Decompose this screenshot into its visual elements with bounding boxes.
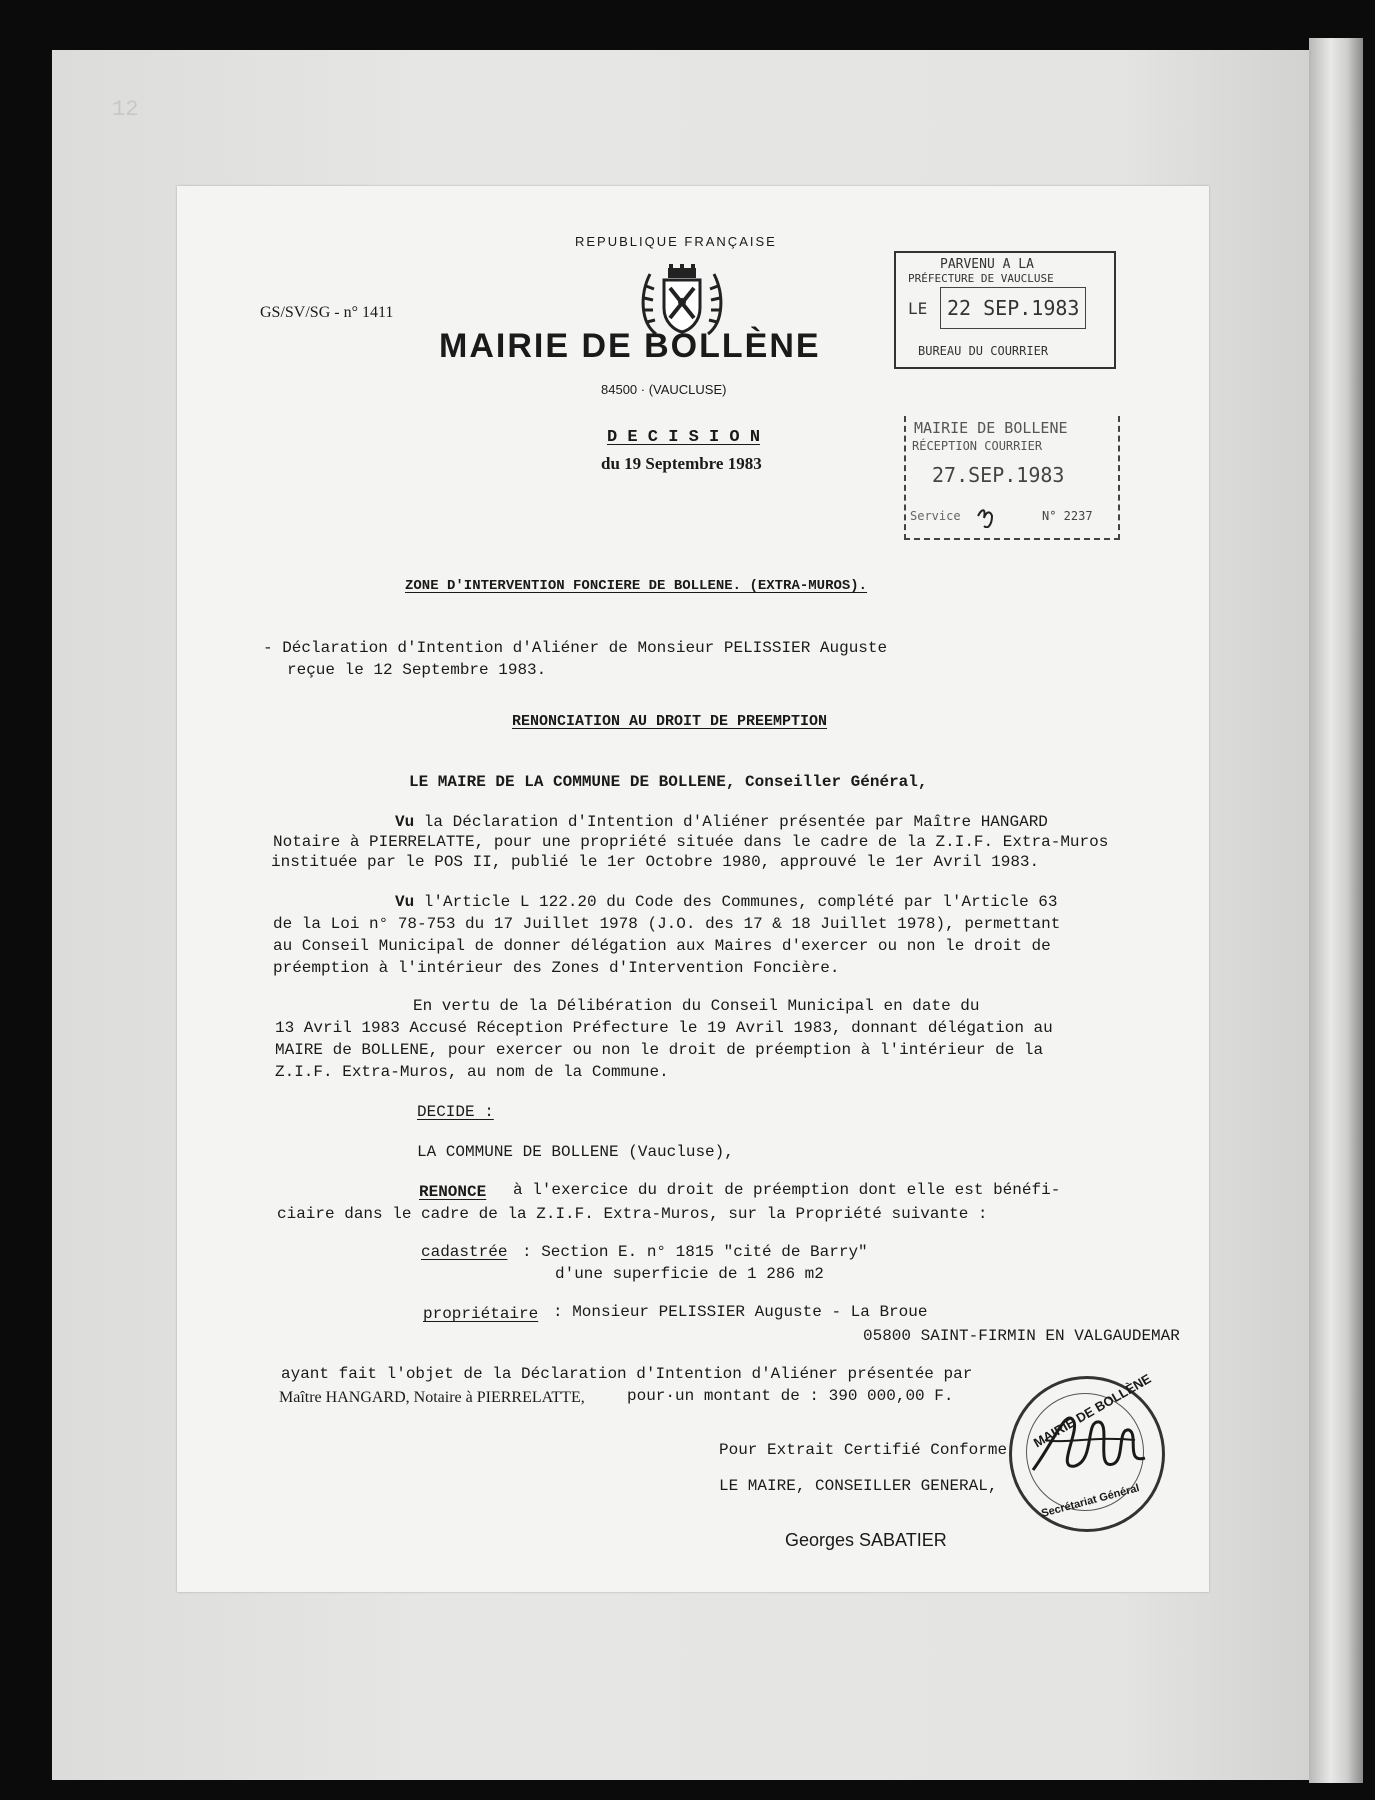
vu1-paragraph-line-1 bbox=[395, 812, 1048, 832]
commune-line: LA COMMUNE DE BOLLENE (Vaucluse), bbox=[417, 1143, 734, 1161]
vu2-paragraph-line-2: de la Loi n° 78-753 du 17 Juillet 1978 (J.O. des 17 & 18 Juillet 1978), permettant bbox=[273, 915, 1061, 933]
vu2-paragraph-line-1 bbox=[395, 892, 1058, 912]
vu2-lead: Vu bbox=[395, 893, 415, 911]
vu2-paragraph-line-4: préemption à l'intérieur des Zones d'Intervention Foncière. bbox=[273, 959, 840, 977]
decide-label: DECIDE : bbox=[417, 1103, 494, 1121]
certifie-line: Pour Extrait Certifié Conforme bbox=[719, 1441, 1008, 1459]
renonce-line-2: ciaire dans le cadre de la Z.I.F. Extra-Muros, sur la Propriété suivante : bbox=[277, 1205, 988, 1223]
vu2-text: l'Article L 122.20 du Code des Communes, complété par l'Article 63 bbox=[414, 893, 1058, 911]
decision-title: D E C I S I O N bbox=[607, 428, 761, 447]
maire-signature-line: LE MAIRE, CONSEILLER GENERAL, bbox=[719, 1477, 998, 1495]
prefecture-stamp-date: 22 SEP.1983 bbox=[940, 287, 1086, 329]
vertu-line-3: MAIRE de BOLLENE, pour exercer ou non le droit de préemption à l'intérieur de la bbox=[275, 1041, 1044, 1059]
margin-note: 12 bbox=[112, 97, 139, 122]
mairie-title: MAIRIE DE BOLLÈNE bbox=[439, 327, 821, 365]
cadastree-label: cadastrée bbox=[421, 1243, 508, 1261]
binder-edge bbox=[1309, 38, 1363, 1783]
zone-title: ZONE D'INTERVENTION FONCIERE DE BOLLENE. (EXTRA-MUROS). bbox=[405, 578, 868, 594]
cadastree-line-1: : Section E. n° 1815 "cité de Barry" bbox=[522, 1243, 868, 1261]
ayant-line-1: ayant fait l'objet de la Déclaration d'Intention d'Aliéner présentée par bbox=[281, 1365, 973, 1383]
mairie-stamp-line-1: MAIRIE DE BOLLENE bbox=[914, 419, 1068, 437]
seal-text-top: MAIRIE DE BOLLÈNE bbox=[1030, 1370, 1154, 1451]
seal-text-bottom: Secrétariat Général bbox=[1040, 1482, 1141, 1520]
vu1-paragraph-line-3: instituée par le POS II, publié le 1er Octobre 1980, approuvé le 1er Avril 1983. bbox=[271, 853, 1040, 871]
maire-heading: LE MAIRE DE LA COMMUNE DE BOLLENE, Conseiller Général, bbox=[409, 773, 928, 791]
vu1-text: la Déclaration d'Intention d'Aliéner présentée par Maître HANGARD bbox=[414, 813, 1048, 831]
ayant-line-2-notary: Maître HANGARD, Notaire à PIERRELATTE, bbox=[279, 1389, 585, 1406]
renonce-lead: RENONCE bbox=[419, 1183, 487, 1201]
vertu-line-1: En vertu de la Délibération du Conseil Municipal en date du bbox=[413, 997, 980, 1015]
mairie-stamp-service: Service bbox=[910, 509, 961, 523]
prefecture-stamp-line-1: PARVENU A LA bbox=[940, 257, 1034, 272]
proprietaire-label: propriétaire bbox=[423, 1305, 539, 1323]
mairie-stamp-line-2: RÉCEPTION COURRIER bbox=[912, 439, 1043, 453]
mairie-address: 84500 · (VAUCLUSE) bbox=[601, 382, 727, 397]
renonciation-title: RENONCIATION AU DROIT DE PREEMPTION bbox=[512, 713, 828, 730]
handwritten-signature-icon bbox=[1025, 1400, 1165, 1490]
renonce-line-1: à l'exercice du droit de préemption dont elle est bénéfi- bbox=[513, 1181, 1061, 1199]
vertu-line-2: 13 Avril 1983 Accusé Réception Préfecture le 19 Avril 1983, donnant délégation au bbox=[275, 1019, 1053, 1037]
prefecture-stamp bbox=[894, 251, 1116, 369]
decision-sheet bbox=[177, 186, 1209, 1592]
mairie-reception-stamp bbox=[904, 416, 1120, 540]
reference-number: GS/SV/SG - n° 1411 bbox=[260, 304, 394, 321]
vertu-line-4: Z.I.F. Extra-Muros, au nom de la Commune. bbox=[275, 1063, 669, 1081]
vu1-paragraph-line-2: Notaire à PIERRELATTE, pour une propriété située dans le cadre de la Z.I.F. Extra-Muros bbox=[273, 833, 1109, 851]
vu2-paragraph-line-3: au Conseil Municipal de donner délégation aux Maires d'exercer ou non le droit de bbox=[273, 937, 1051, 955]
proprietaire-line-1: : Monsieur PELISSIER Auguste - La Broue bbox=[553, 1303, 928, 1321]
prefecture-stamp-line-2: PRÉFECTURE DE VAUCLUSE bbox=[908, 272, 1054, 285]
republique-header: REPUBLIQUE FRANÇAISE bbox=[575, 234, 777, 249]
mairie-stamp-number: N° 2237 bbox=[1042, 509, 1093, 523]
proprietaire-line-2: 05800 SAINT-FIRMIN EN VALGAUDEMAR bbox=[863, 1327, 1180, 1345]
prefecture-stamp-line-3: BUREAU DU COURRIER bbox=[918, 344, 1049, 358]
vu1-lead: Vu bbox=[395, 813, 415, 831]
prefecture-stamp-le: LE bbox=[908, 299, 928, 318]
ayant-line-2-amount: pour·un montant de : 390 000,00 F. bbox=[627, 1387, 954, 1405]
decision-date: du 19 Septembre 1983 bbox=[601, 454, 762, 473]
intent-line-1: - Déclaration d'Intention d'Aliéner de Monsieur PELISSIER Auguste bbox=[263, 639, 888, 657]
cadastree-line-2: d'une superficie de 1 286 m2 bbox=[555, 1265, 824, 1283]
mairie-stamp-date: 27.SEP.1983 bbox=[932, 463, 1065, 487]
service-initials-icon bbox=[976, 500, 1010, 528]
intent-line-2: reçue le 12 Septembre 1983. bbox=[287, 661, 547, 679]
signatory-name: Georges SABATIER bbox=[785, 1530, 947, 1550]
